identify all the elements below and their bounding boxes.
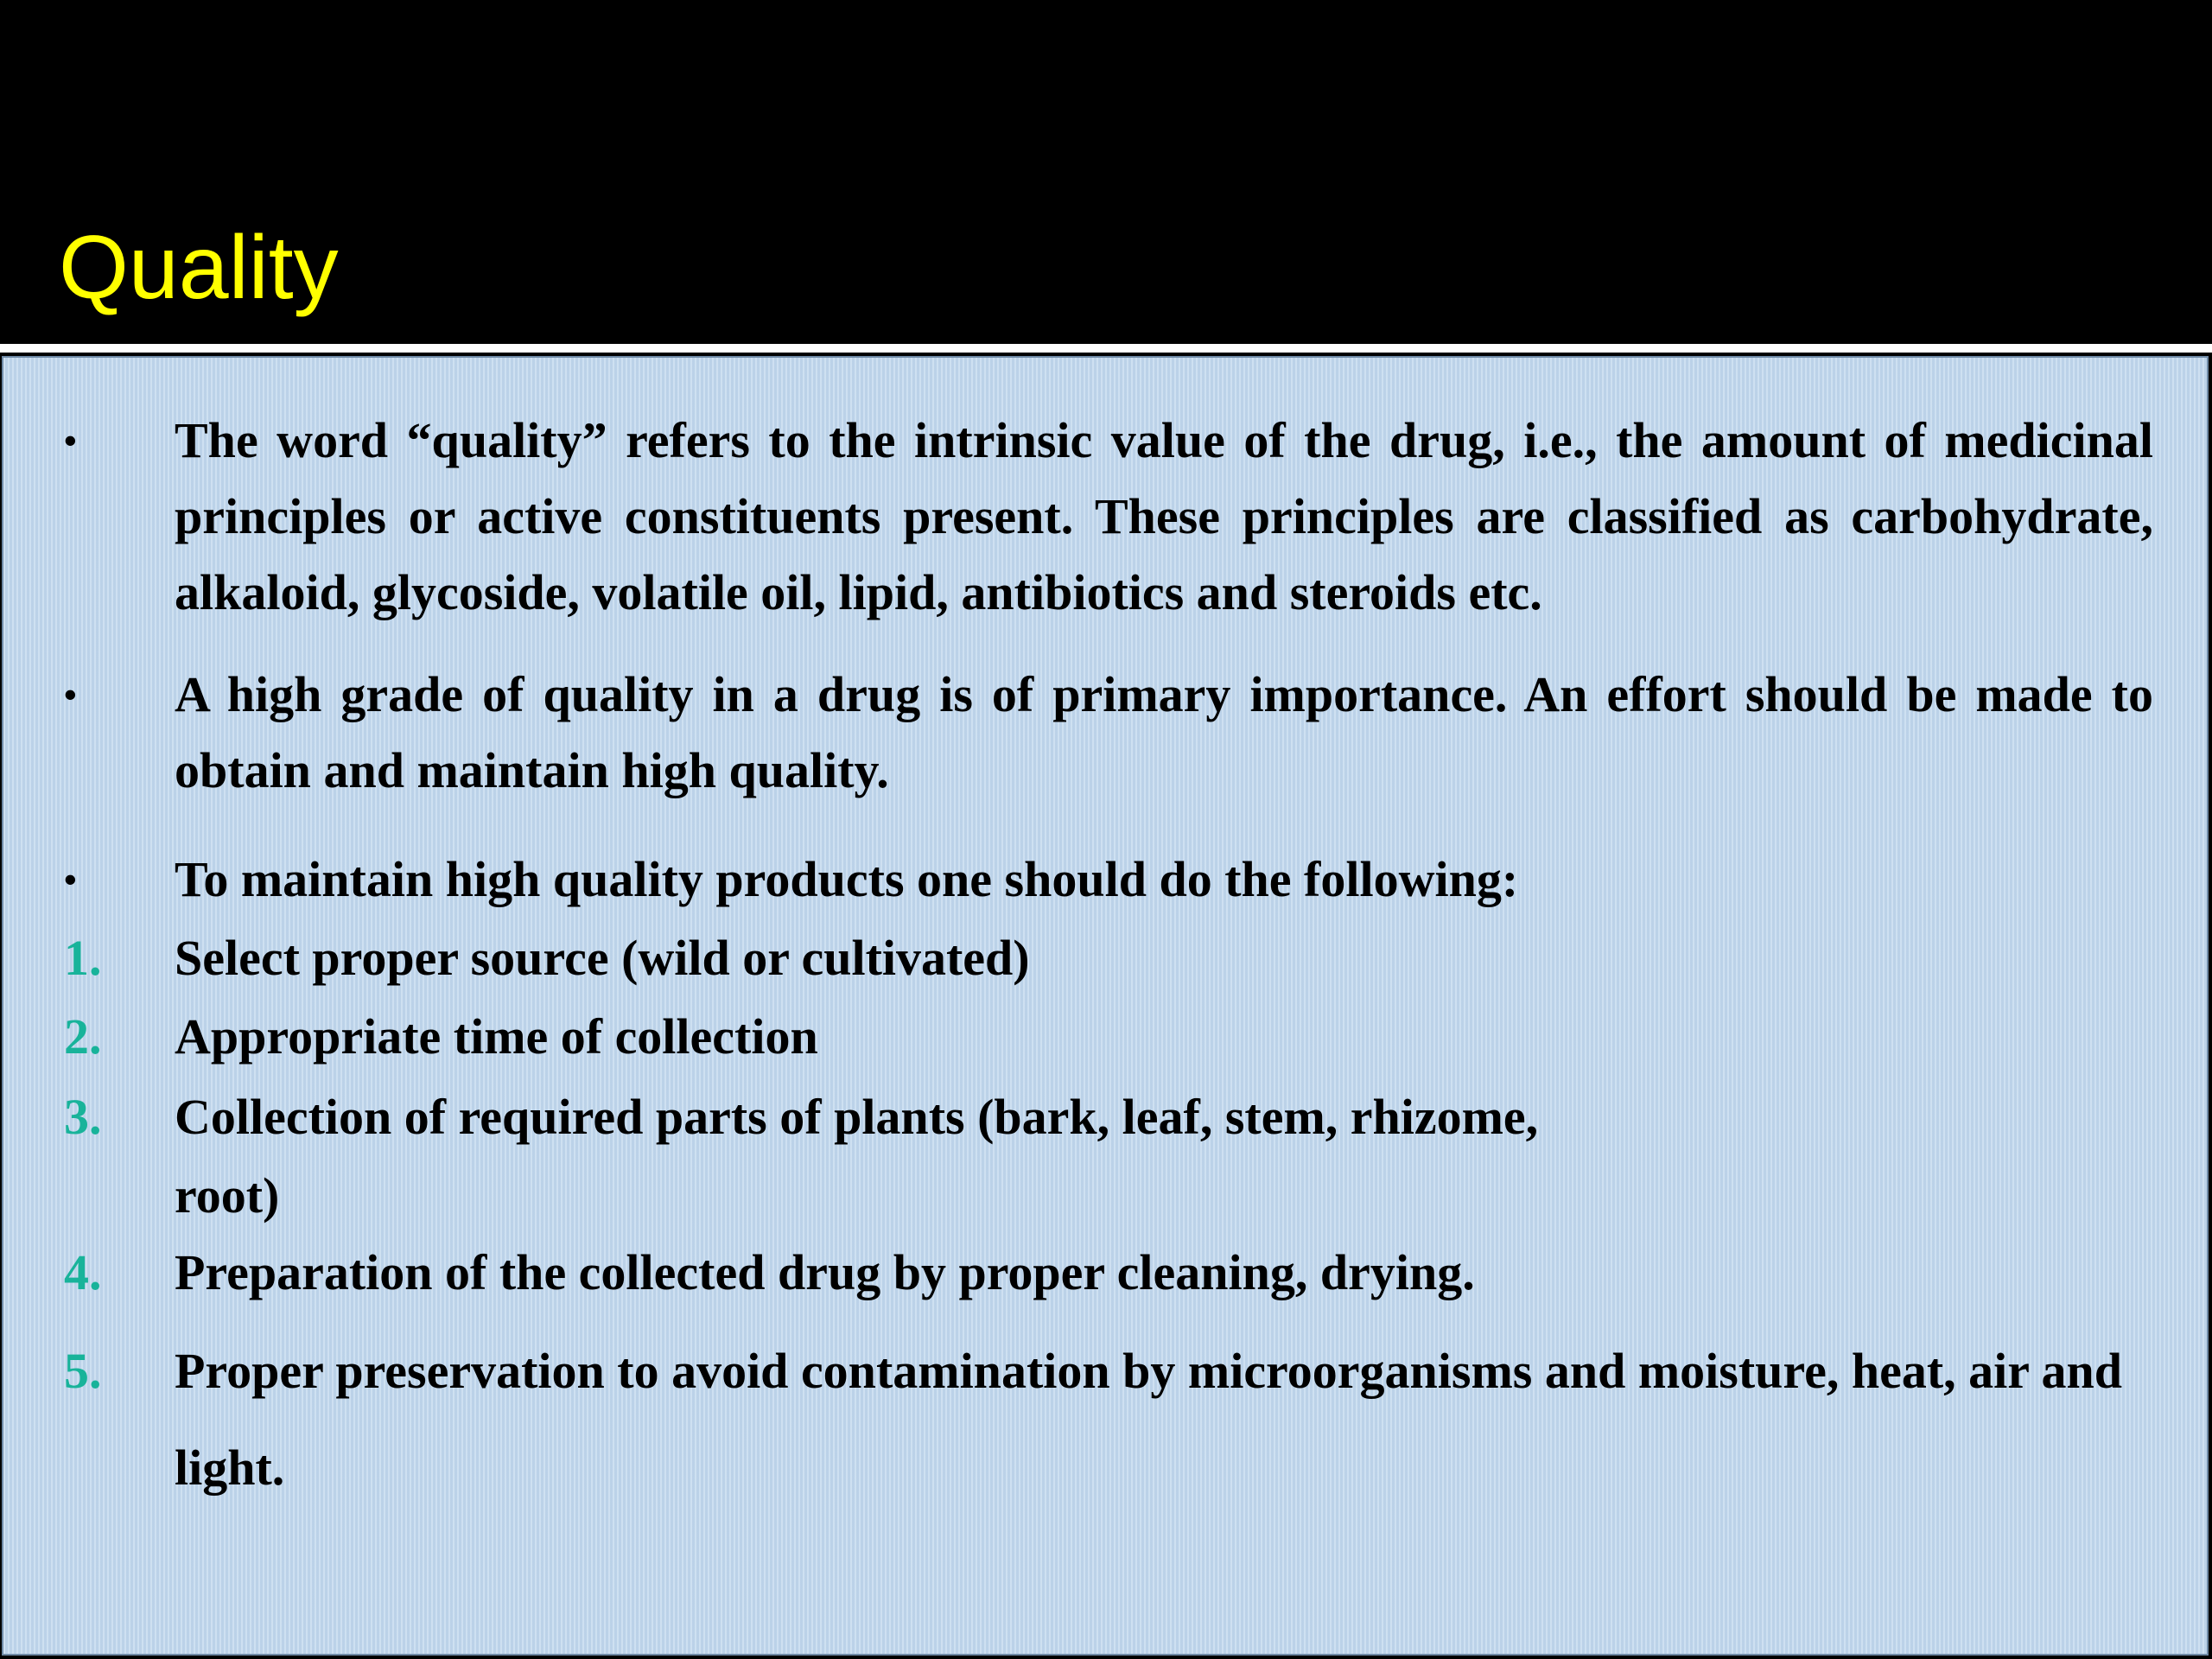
title-separator <box>0 344 2212 353</box>
bullet-marker: • <box>64 420 77 461</box>
slide-title: Quality <box>59 218 339 318</box>
number-marker: 1. <box>64 930 102 986</box>
numbered-item-text: Proper preservation to avoid contamination by microorganisms and moisture, heat, air and light. <box>175 1343 2122 1496</box>
bullet-marker: • <box>64 859 77 899</box>
numbered-item-text-line-1: Collection of required parts of plants (bark, leaf, stem, rhizome, <box>175 1089 1539 1145</box>
number-marker: 4. <box>64 1244 102 1300</box>
title-bar <box>0 0 2212 344</box>
bullet-text: A high grade of quality in a drug is of primary importance. An effort should be made to obtain and maintain high quality. <box>175 666 2153 798</box>
bullet-text: To maintain high quality products one should do the following: <box>175 851 1519 907</box>
content-area <box>2 356 2209 1656</box>
number-marker: 2. <box>64 1008 102 1065</box>
numbered-item-text-line-2: root) <box>175 1167 280 1224</box>
number-marker: 3. <box>64 1089 102 1145</box>
bullet-marker: • <box>64 674 77 715</box>
number-marker: 5. <box>64 1343 102 1399</box>
numbered-item-text: Select proper source (wild or cultivated) <box>175 930 1030 986</box>
bullet-text: The word “quality” refers to the intrinsic value of the drug, i.e., the amount of medicinal principles or active constituents present. These principles are classified as carbohydrate, alkaloid, glycoside, volatile oil, lipid, antibiotics and steroids etc. <box>175 412 2153 620</box>
numbered-item-text: Preparation of the collected drug by proper cleaning, drying. <box>175 1244 1475 1300</box>
numbered-item-text <box>175 1077 1538 1235</box>
numbered-item-text: Appropriate time of collection <box>175 1008 818 1065</box>
